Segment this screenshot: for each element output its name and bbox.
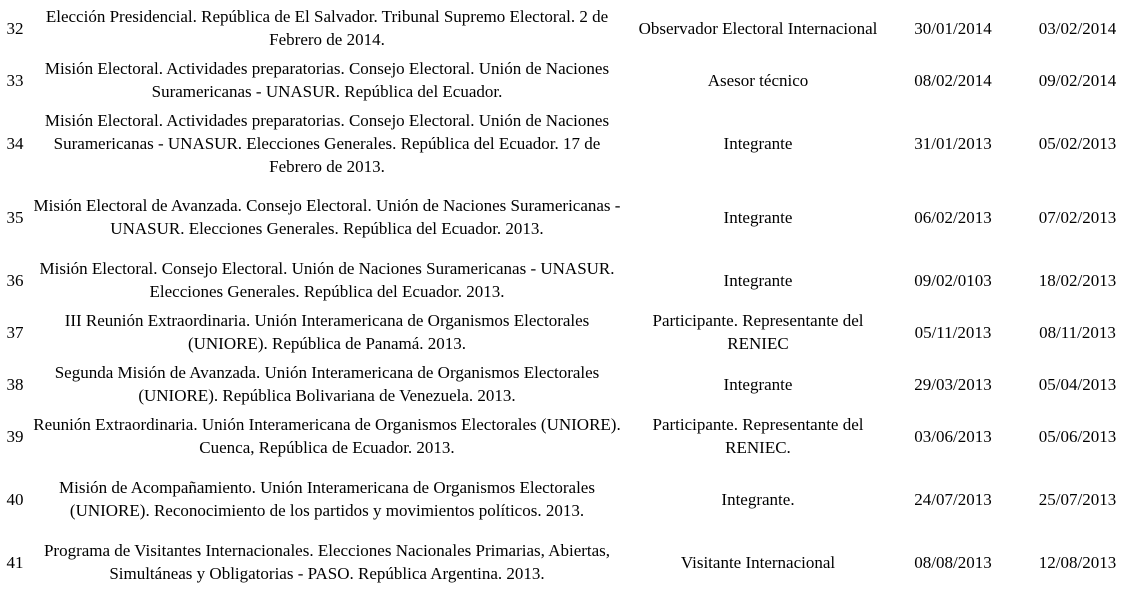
table-row [0, 106, 1141, 180]
activity-description: Misión Electoral de Avanzada. Consejo Electoral. Unión de Naciones Suramericanas - UNASUR. Elecciones Generales. República del Ecuador. 2013. [33, 196, 621, 238]
participation-role: Integrante [723, 270, 793, 290]
end-date: 07/02/2013 [1038, 207, 1117, 227]
participation-role: Integrante. [721, 489, 795, 509]
end-date: 09/02/2014 [1038, 70, 1117, 90]
table-row [0, 536, 1141, 588]
row-number: 37 [6, 322, 24, 342]
start-date: 29/03/2013 [914, 374, 992, 394]
activity-description: Programa de Visitantes Internacionales. Elecciones Nacionales Primarias, Abiertas, Simultáneas y Obligatorias - PASO. República Argentina. 2013. [43, 541, 611, 583]
table-row [0, 254, 1141, 306]
start-date: 08/08/2013 [914, 552, 992, 572]
end-date: 25/07/2013 [1038, 489, 1117, 509]
participation-role: Integrante [723, 133, 793, 153]
end-date: 18/02/2013 [1038, 270, 1117, 290]
start-date: 05/11/2013 [914, 322, 992, 342]
table-row [0, 180, 1141, 254]
start-date: 06/02/2013 [914, 207, 992, 227]
row-number: 41 [6, 552, 24, 572]
activity-description: Segunda Misión de Avanzada. Unión Interamericana de Organismos Electorales (UNIORE). República Bolivariana de Venezuela. 2013. [54, 363, 600, 405]
participation-role: Visitante Internacional [680, 552, 836, 572]
start-date: 31/01/2013 [914, 133, 992, 153]
end-date: 03/02/2014 [1038, 18, 1117, 38]
participation-role: Participante. Representante del RENIEC. [652, 415, 864, 457]
start-date: 03/06/2013 [914, 426, 992, 446]
row-number: 32 [6, 18, 24, 38]
activity-description: Reunión Extraordinaria. Unión Interamericana de Organismos Electorales (UNIORE). Cuenca, República de Ecuador. 2013. [33, 415, 621, 457]
row-number: 40 [6, 489, 24, 509]
start-date: 09/02/0103 [914, 270, 992, 290]
activity-description: III Reunión Extraordinaria. Unión Interamericana de Organismos Electorales (UNIORE). República de Panamá. 2013. [64, 311, 590, 353]
end-date: 08/11/2013 [1039, 322, 1116, 342]
table-row [0, 54, 1141, 106]
table-row [0, 410, 1141, 462]
electoral-missions-table [0, 2, 1141, 588]
activity-description: Misión de Acompañamiento. Unión Interamericana de Organismos Electorales (UNIORE). Reconocimiento de los partidos y movimientos políticos. 2013. [59, 478, 595, 520]
end-date: 12/08/2013 [1038, 552, 1117, 572]
start-date: 24/07/2013 [914, 489, 992, 509]
table-row [0, 2, 1141, 54]
table-row [0, 358, 1141, 410]
participation-role: Observador Electoral Internacional [638, 18, 878, 38]
row-number: 39 [6, 426, 24, 446]
activity-description: Elección Presidencial. República de El Salvador. Tribunal Supremo Electoral. 2 de Febrero de 2014. [45, 7, 609, 49]
participation-role: Integrante [723, 374, 793, 394]
row-number: 38 [6, 374, 24, 394]
row-number: 34 [6, 133, 24, 153]
participation-role: Asesor técnico [707, 70, 809, 90]
start-date: 08/02/2014 [914, 70, 992, 90]
activity-description: Misión Electoral. Actividades preparatorias. Consejo Electoral. Unión de Naciones Suramericanas - UNASUR. República del Ecuador. [44, 59, 610, 101]
end-date: 05/06/2013 [1038, 426, 1117, 446]
end-date: 05/02/2013 [1038, 133, 1117, 153]
table-row [0, 306, 1141, 358]
row-number: 36 [6, 270, 24, 290]
end-date: 05/04/2013 [1038, 374, 1117, 394]
activity-description: Misión Electoral. Actividades preparatorias. Consejo Electoral. Unión de Naciones Suramericanas - UNASUR. Elecciones Generales. República del Ecuador. 17 de Febrero de 2013. [44, 110, 610, 176]
table-row [0, 462, 1141, 536]
activity-description: Misión Electoral. Consejo Electoral. Unión de Naciones Suramericanas - UNASUR. Elecciones Generales. República del Ecuador. 2013. [39, 259, 615, 301]
start-date: 30/01/2014 [914, 18, 992, 38]
row-number: 35 [6, 207, 24, 227]
participation-role: Integrante [723, 207, 793, 227]
participation-role: Participante. Representante del RENIEC [652, 311, 864, 353]
row-number: 33 [6, 70, 24, 90]
